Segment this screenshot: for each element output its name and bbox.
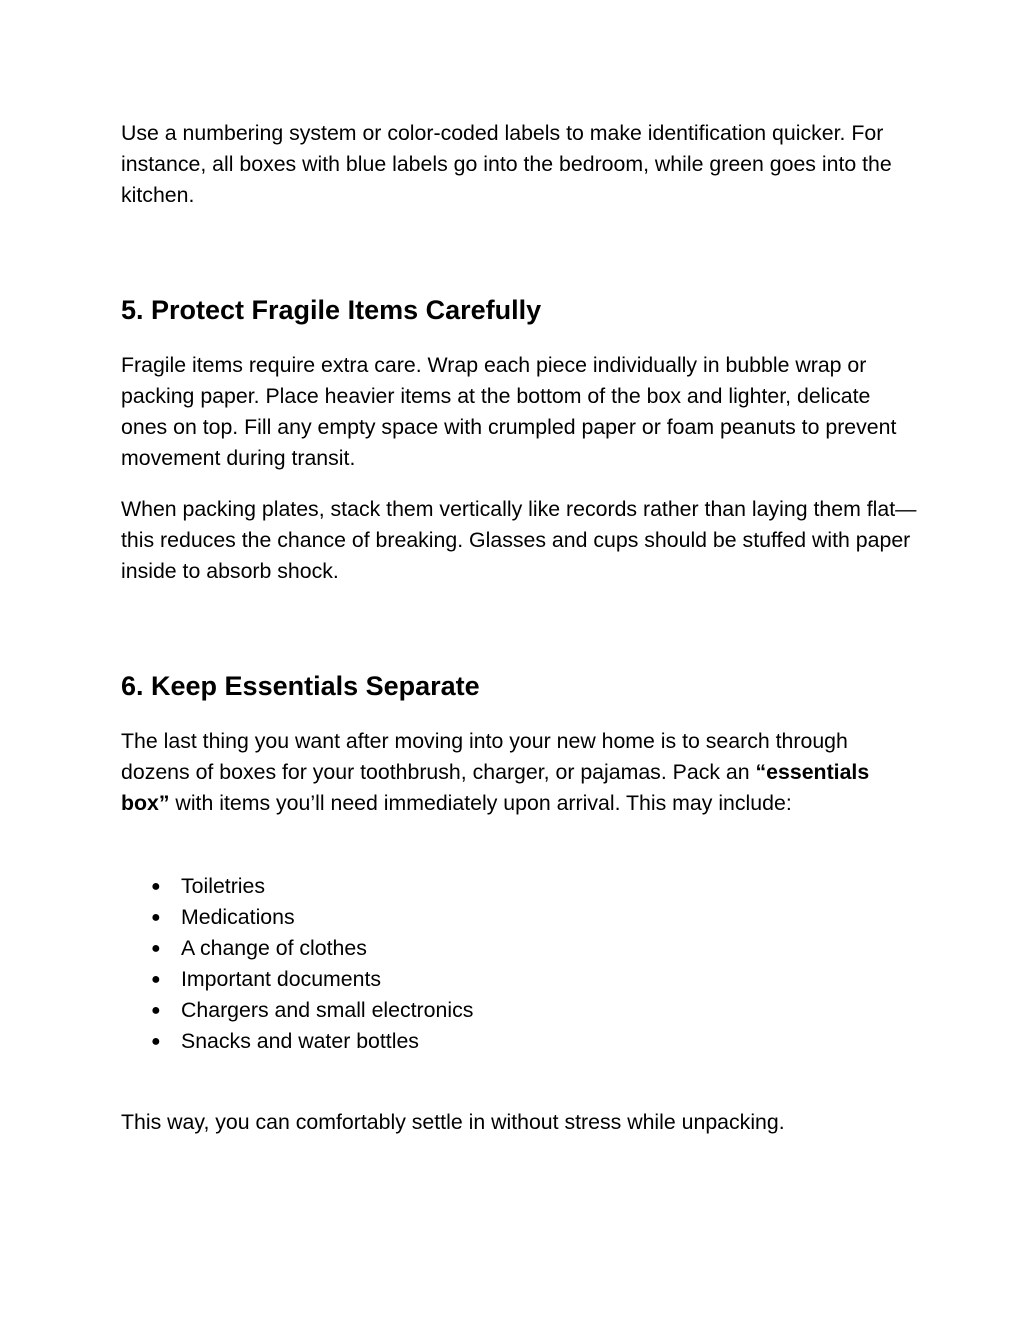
item-text: Toiletries xyxy=(181,874,266,898)
bold-term: “essentials box” xyxy=(121,760,870,815)
section-5-paragraph-1: Fragile items require extra care. Wrap each piece individually in bubble wrap or packing paper. Place heavier items at the bottom of the box and lighter, delicate ones on top. Fill any empty space with crumpled paper or foam peanuts to prevent movement during transit. xyxy=(121,353,897,470)
item-text: Important documents xyxy=(181,967,382,991)
bullet-icon: ● xyxy=(151,940,161,957)
bullet-icon: ● xyxy=(151,1002,161,1019)
section-6-paragraph xyxy=(121,726,921,819)
list-item xyxy=(121,902,473,933)
list-item xyxy=(121,964,473,995)
text: The last thing you want after moving into your new home is to search through dozens of boxes for your toothbrush, charger, or pajamas. Pack an xyxy=(121,729,848,784)
section-5-heading: 5. Protect Fragile Items Carefully xyxy=(121,295,542,325)
list-item xyxy=(121,995,473,1026)
essentials-list xyxy=(121,871,473,1057)
text: with items you’ll need immediately upon arrival. This may include: xyxy=(169,791,792,815)
section-6-heading: 6. Keep Essentials Separate xyxy=(121,671,480,701)
item-text: Snacks and water bottles xyxy=(181,1029,419,1053)
intro-paragraph: Use a numbering system or color-coded labels to make identification quicker. For instance, all boxes with blue labels go into the bedroom, while green goes into the kitchen. xyxy=(121,121,892,207)
bullet-icon: ● xyxy=(151,971,161,988)
item-text: A change of clothes xyxy=(181,936,367,960)
bullet-icon: ● xyxy=(151,1033,161,1050)
section-5-paragraph-2: When packing plates, stack them vertically like records rather than laying them flat—this reduces the chance of breaking. Glasses and cups should be stuffed with paper inside to absorb shock. xyxy=(121,497,917,583)
list-item xyxy=(121,1026,473,1057)
closing-paragraph: This way, you can comfortably settle in without stress while unpacking. xyxy=(121,1110,785,1134)
list-item xyxy=(121,933,473,964)
list-item xyxy=(121,871,473,902)
item-text: Chargers and small electronics xyxy=(181,998,474,1022)
bullet-icon: ● xyxy=(151,909,161,926)
item-text: Medications xyxy=(181,905,295,929)
bullet-icon: ● xyxy=(151,878,161,895)
